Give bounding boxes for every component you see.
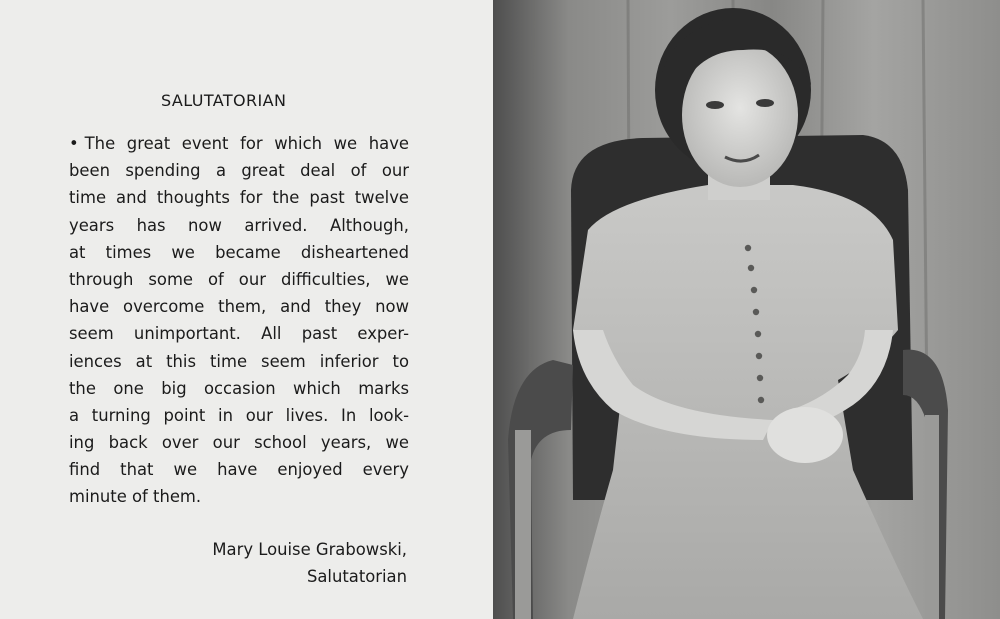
- message-line-12: ing back over our school years, we: [69, 433, 409, 453]
- message-line-2: been spending a great deal of our: [69, 161, 409, 181]
- message-line-7: have overcome them, and they now: [69, 297, 409, 317]
- message-line-13: find that we have enjoyed every: [69, 460, 409, 480]
- message-line-14: minute of them.: [69, 487, 202, 507]
- page-heading: SALUTATORIAN: [161, 91, 287, 110]
- signature-name: Mary Louise Grabowski,: [212, 540, 407, 559]
- message-line-9: iences at this time seem inferior to: [69, 351, 409, 371]
- bullet-icon: •: [69, 134, 79, 153]
- portrait-photo: [493, 0, 1000, 619]
- message-line-3: time and thoughts for the past twelve: [69, 188, 409, 208]
- message-line-4: years has now arrived. Although,: [69, 215, 409, 235]
- text-column: [0, 0, 493, 619]
- signature-block: [212, 536, 407, 590]
- message-line-1: • The great event for which we have: [69, 134, 409, 153]
- message-line-11: a turning point in our lives. In look-: [69, 405, 409, 425]
- message-line-5: at times we became disheartened: [69, 242, 409, 262]
- signature-title: Salutatorian: [306, 567, 407, 586]
- salutatorian-message: [69, 130, 409, 511]
- message-line-10: the one big occasion which marks: [69, 378, 409, 398]
- message-line-8: seem unimportant. All past exper-: [69, 324, 409, 344]
- portrait-photo-icon: [493, 0, 1000, 619]
- message-line-6: through some of our difficulties, we: [69, 269, 409, 289]
